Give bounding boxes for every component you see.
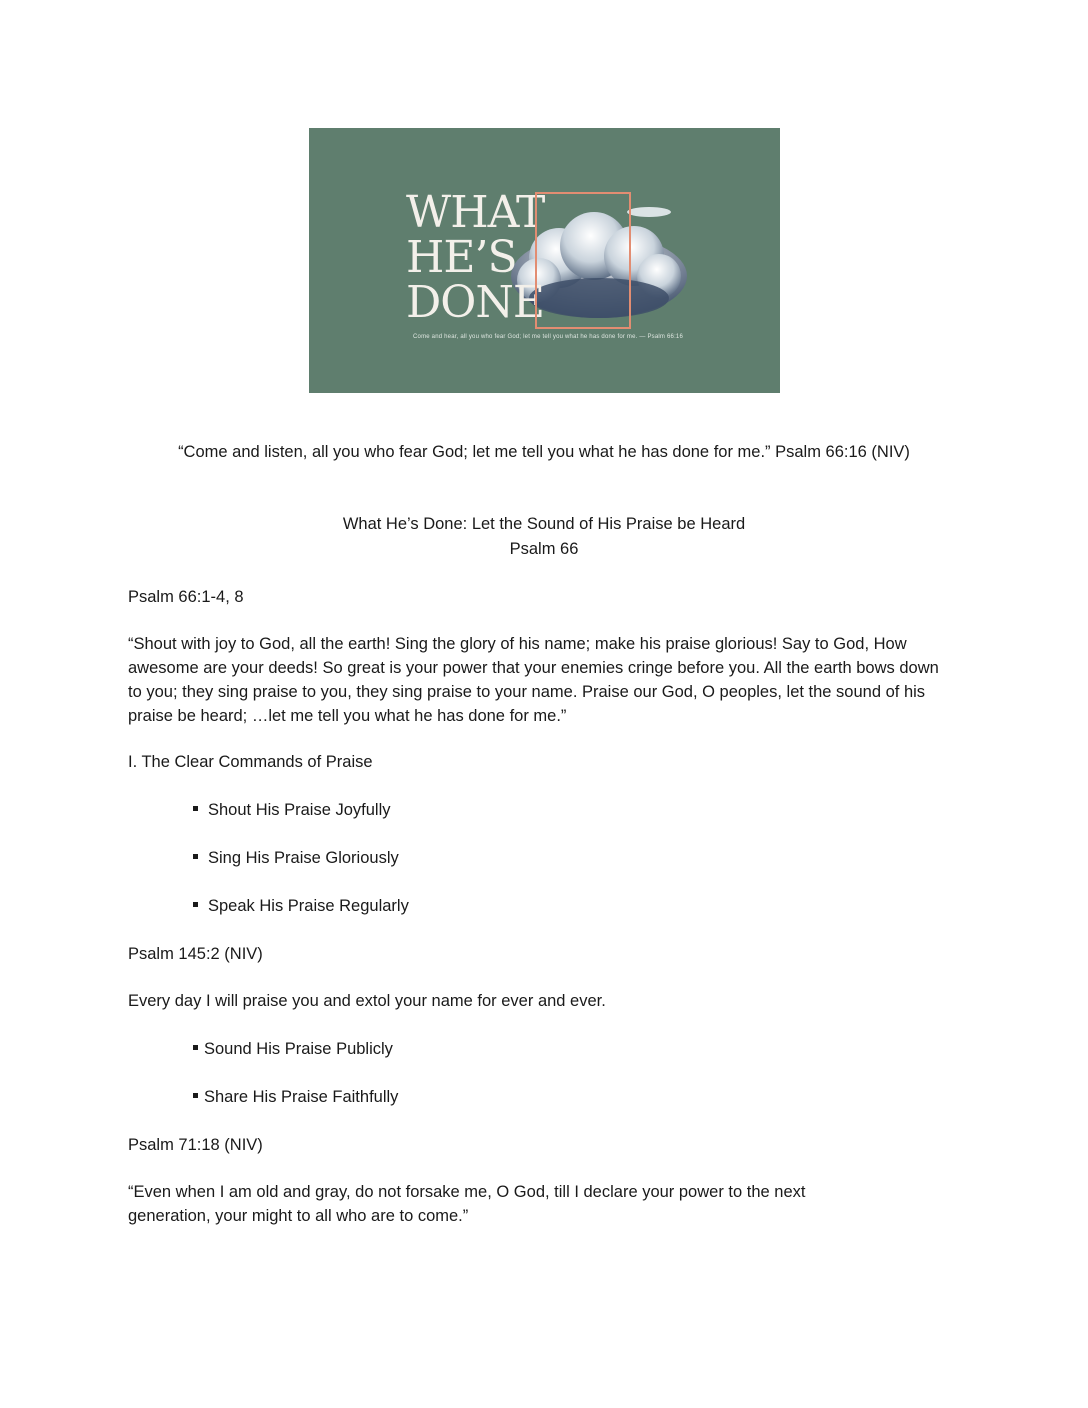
list-item xyxy=(193,1037,1023,1061)
bullet-icon xyxy=(193,806,198,811)
bullet-icon xyxy=(193,1045,198,1050)
decorative-frame xyxy=(535,192,631,329)
bullet-icon xyxy=(193,1093,198,1098)
list-item xyxy=(193,1085,1023,1109)
scripture-passage: Every day I will praise you and extol your name for ever and ever. xyxy=(128,992,606,1010)
sermon-point-heading: I. The Clear Commands of Praise xyxy=(128,753,373,771)
scripture-passage: “Even when I am old and gray, do not forsake me, O God, till I declare your power to the next generation, your might to all who are to come.” xyxy=(128,1183,806,1225)
theme-verse: “Come and listen, all you who fear God; let me tell you what he has done for me.” Psalm 66:16 (NIV) xyxy=(178,443,910,461)
sermon-title: What He’s Done: Let the Sound of His Praise be Heard xyxy=(342,515,746,533)
list-item xyxy=(193,798,1023,822)
list-item-label: Shout His Praise Joyfully xyxy=(208,801,391,819)
scripture-reference: Psalm 71:18 (NIV) xyxy=(128,1136,263,1154)
banner-title-line: DONE xyxy=(406,277,544,328)
scripture-reference: Psalm 145:2 (NIV) xyxy=(128,945,263,963)
bullet-icon xyxy=(193,902,198,907)
list-item xyxy=(193,894,1023,918)
list-item-label: Share His Praise Faithfully xyxy=(204,1088,399,1106)
list-item xyxy=(193,846,1023,870)
scripture-passage: “Shout with joy to God, all the earth! Sing the glory of his name; make his praise glorious! Say to God, How awesome are your deeds! So great is your power that your enemies cringe before you. All the earth bows down to you; they sing praise to you, they sing praise to your name. Praise our God, O peoples, let the sound of his praise be heard; …let me tell you what he has done for me.” xyxy=(128,635,939,725)
banner-title-line: HE’S xyxy=(406,232,517,283)
banner-title-line: WHAT xyxy=(406,187,545,238)
bullet-icon xyxy=(193,854,198,859)
sermon-subtitle: Psalm 66 xyxy=(509,540,579,558)
list-item-label: Speak His Praise Regularly xyxy=(208,897,409,915)
list-item-label: Sing His Praise Gloriously xyxy=(208,849,399,867)
banner-caption: Come and hear, all you who fear God; let me tell you what he has done for me. — Psalm 66:16 xyxy=(413,334,684,340)
sermon-banner-image xyxy=(309,128,780,393)
scripture-reference: Psalm 66:1-4, 8 xyxy=(128,588,244,606)
list-item-label: Sound His Praise Publicly xyxy=(204,1040,393,1058)
